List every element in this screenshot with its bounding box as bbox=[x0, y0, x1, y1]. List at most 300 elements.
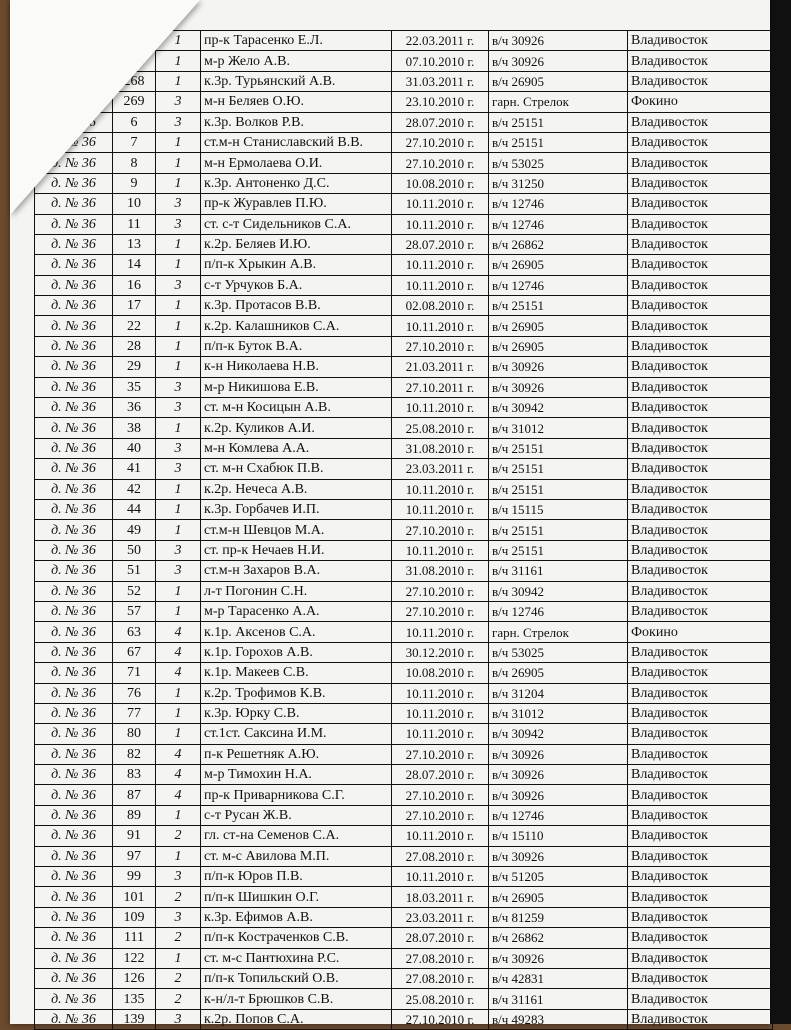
cell-number: 122 bbox=[113, 948, 156, 968]
cell-unit: в/ч 30942 bbox=[489, 398, 628, 418]
cell-category: 1 bbox=[156, 234, 201, 254]
cell-date: 10.11.2010 г. bbox=[392, 316, 489, 336]
cell-city: Владивосток bbox=[628, 173, 773, 193]
cell-date: 31.03.2011 г. bbox=[392, 71, 489, 91]
cell-unit: в/ч 26905 bbox=[489, 336, 628, 356]
cell-document-ref: д. № 36 bbox=[35, 765, 113, 785]
cell-date: 10.11.2010 г. bbox=[392, 479, 489, 499]
cell-number: 51 bbox=[113, 561, 156, 581]
cell-unit: в/ч 12746 bbox=[489, 805, 628, 825]
cell-city: Владивосток bbox=[628, 601, 773, 621]
cell-city: Владивосток bbox=[628, 785, 773, 805]
cell-rank-name: п/п-к Топильский О.В. bbox=[201, 968, 392, 988]
cell-category: 1 bbox=[156, 581, 201, 601]
cell-city: Владивосток bbox=[628, 479, 773, 499]
cell-document-ref: д. № 36 bbox=[35, 581, 113, 601]
cell-unit: в/ч 25151 bbox=[489, 540, 628, 560]
table-row bbox=[35, 744, 773, 764]
table-row bbox=[35, 907, 773, 927]
cell-category: 3 bbox=[156, 907, 201, 927]
cell-date: 21.03.2011 г. bbox=[392, 357, 489, 377]
cell-rank-name: к.3р. Антоненко Д.С. bbox=[201, 173, 392, 193]
cell-document-ref: д. № 36 bbox=[35, 377, 113, 397]
cell-category: 3 bbox=[156, 438, 201, 458]
cell-city: Владивосток bbox=[628, 663, 773, 683]
cell-date: 10.11.2010 г. bbox=[392, 867, 489, 887]
cell-number: 10 bbox=[113, 194, 156, 214]
table-row bbox=[35, 642, 773, 662]
cell-unit: в/ч 25151 bbox=[489, 459, 628, 479]
cell-rank-name: п/п-к Шишкин О.Г. bbox=[201, 887, 392, 907]
cell-number: 42 bbox=[113, 479, 156, 499]
cell-document-ref: д. № 36 bbox=[35, 846, 113, 866]
cell-number: 6 bbox=[113, 112, 156, 132]
cell-date: 10.08.2010 г. bbox=[392, 663, 489, 683]
cell-unit: в/ч 26905 bbox=[489, 663, 628, 683]
cell-city: Владивосток bbox=[628, 51, 773, 71]
table-row bbox=[35, 846, 773, 866]
cell-category: 1 bbox=[156, 357, 201, 377]
cell-unit: в/ч 25151 bbox=[489, 296, 628, 316]
table-row bbox=[35, 336, 773, 356]
cell-category: 1 bbox=[156, 601, 201, 621]
cell-unit: в/ч 26905 bbox=[489, 887, 628, 907]
cell-document-ref: д. № 36 bbox=[35, 153, 113, 173]
cell-number: 111 bbox=[113, 928, 156, 948]
cell-category: 1 bbox=[156, 948, 201, 968]
cell-date: 22.03.2011 г. bbox=[392, 31, 489, 51]
cell-unit: в/ч 25151 bbox=[489, 479, 628, 499]
table-row bbox=[35, 1009, 773, 1029]
table-row bbox=[35, 459, 773, 479]
cell-category: 1 bbox=[156, 51, 201, 71]
cell-category: 1 bbox=[156, 499, 201, 519]
cell-number: 11 bbox=[113, 214, 156, 234]
cell-unit: в/ч 30926 bbox=[489, 377, 628, 397]
cell-date: 27.10.2010 г. bbox=[392, 601, 489, 621]
table-row bbox=[35, 296, 773, 316]
cell-document-ref: д. № 36 bbox=[35, 928, 113, 948]
cell-document-ref: д. № 36 bbox=[35, 989, 113, 1009]
cell-document-ref: д. № 36 bbox=[35, 1009, 113, 1029]
cell-date: 10.11.2010 г. bbox=[392, 540, 489, 560]
table-row bbox=[35, 581, 773, 601]
table-row bbox=[35, 275, 773, 295]
cell-rank-name: гл. ст-на Семенов С.А. bbox=[201, 826, 392, 846]
cell-city: Владивосток bbox=[628, 398, 773, 418]
table-row bbox=[35, 765, 773, 785]
table-row bbox=[35, 540, 773, 560]
cell-rank-name: л-т Погонин С.Н. bbox=[201, 581, 392, 601]
table-row bbox=[35, 968, 773, 988]
cell-document-ref: д. № 36 bbox=[35, 479, 113, 499]
cell-city: Владивосток bbox=[628, 499, 773, 519]
cell-city: Владивосток bbox=[628, 71, 773, 91]
cell-city: Владивосток bbox=[628, 928, 773, 948]
paper-sheet bbox=[10, 0, 770, 1027]
cell-category: 1 bbox=[156, 153, 201, 173]
cell-category: 3 bbox=[156, 398, 201, 418]
cell-document-ref: д. № 36 bbox=[35, 336, 113, 356]
cell-category: 1 bbox=[156, 255, 201, 275]
cell-number: 38 bbox=[113, 418, 156, 438]
cell-date: 23.03.2011 г. bbox=[392, 459, 489, 479]
cell-number: 22 bbox=[113, 316, 156, 336]
cell-unit: в/ч 30926 bbox=[489, 51, 628, 71]
table-row bbox=[35, 316, 773, 336]
cell-date: 23.10.2010 г. bbox=[392, 92, 489, 112]
table-row bbox=[35, 214, 773, 234]
table-row bbox=[35, 826, 773, 846]
cell-number: 82 bbox=[113, 744, 156, 764]
cell-number: 7 bbox=[113, 132, 156, 152]
cell-date: 27.10.2010 г. bbox=[392, 520, 489, 540]
cell-document-ref: д. № 36 bbox=[35, 418, 113, 438]
cell-rank-name: ст. с-т Сидельников С.А. bbox=[201, 214, 392, 234]
cell-document-ref: д. № 36 bbox=[35, 398, 113, 418]
table-row bbox=[35, 989, 773, 1009]
cell-date: 27.10.2011 г. bbox=[392, 377, 489, 397]
cell-category: 1 bbox=[156, 846, 201, 866]
cell-rank-name: с-т Русан Ж.В. bbox=[201, 805, 392, 825]
cell-date: 25.08.2010 г. bbox=[392, 418, 489, 438]
cell-document-ref: д. № 36 bbox=[35, 132, 113, 152]
cell-rank-name: к.3р. Волков Р.В. bbox=[201, 112, 392, 132]
cell-city: Владивосток bbox=[628, 765, 773, 785]
cell-unit: в/ч 15115 bbox=[489, 499, 628, 519]
cell-number: 17 bbox=[113, 296, 156, 316]
cell-city: Владивосток bbox=[628, 357, 773, 377]
cell-number: 50 bbox=[113, 540, 156, 560]
cell-date: 10.11.2010 г. bbox=[392, 398, 489, 418]
cell-date: 31.08.2010 г. bbox=[392, 438, 489, 458]
cell-date: 27.10.2010 г. bbox=[392, 744, 489, 764]
cell-city: Владивосток bbox=[628, 31, 773, 51]
table-row bbox=[35, 724, 773, 744]
cell-city: Владивосток bbox=[628, 520, 773, 540]
cell-rank-name: м-н Беляев О.Ю. bbox=[201, 92, 392, 112]
cell-category: 3 bbox=[156, 1009, 201, 1029]
cell-city: Владивосток bbox=[628, 683, 773, 703]
cell-document-ref: д. № 36 bbox=[35, 805, 113, 825]
cell-document-ref: д. № 36 bbox=[35, 601, 113, 621]
cell-date: 27.10.2010 г. bbox=[392, 785, 489, 805]
cell-category: 3 bbox=[156, 561, 201, 581]
cell-number: 14 bbox=[113, 255, 156, 275]
cell-document-ref: д. № 36 bbox=[35, 234, 113, 254]
cell-unit: в/ч 53025 bbox=[489, 153, 628, 173]
cell-document-ref: д. № 36 bbox=[35, 724, 113, 744]
cell-unit: в/ч 31204 bbox=[489, 683, 628, 703]
cell-rank-name: ст.1ст. Саксина И.М. bbox=[201, 724, 392, 744]
cell-rank-name: п/п-к Хрыкин А.В. bbox=[201, 255, 392, 275]
cell-date: 07.10.2010 г. bbox=[392, 51, 489, 71]
cell-category: 3 bbox=[156, 194, 201, 214]
table-row bbox=[35, 805, 773, 825]
cell-category: 1 bbox=[156, 71, 201, 91]
cell-city: Владивосток bbox=[628, 989, 773, 1009]
cell-number: 97 bbox=[113, 846, 156, 866]
cell-number: 63 bbox=[113, 622, 156, 642]
cell-document-ref: д. № 36 bbox=[35, 642, 113, 662]
cell-document-ref: д. № 36 bbox=[35, 214, 113, 234]
cell-rank-name: к-н Николаева Н.В. bbox=[201, 357, 392, 377]
cell-category: 4 bbox=[156, 765, 201, 785]
cell-date: 18.03.2011 г. bbox=[392, 887, 489, 907]
cell-category: 2 bbox=[156, 989, 201, 1009]
cell-rank-name: к.1р. Аксенов С.А. bbox=[201, 622, 392, 642]
cell-document-ref: д. № 36 bbox=[35, 785, 113, 805]
cell-city: Владивосток bbox=[628, 907, 773, 927]
cell-number: 80 bbox=[113, 724, 156, 744]
cell-number: 9 bbox=[113, 173, 156, 193]
cell-unit: в/ч 30926 bbox=[489, 357, 628, 377]
cell-date: 10.11.2010 г. bbox=[392, 275, 489, 295]
cell-rank-name: ст.м-н Шевцов М.А. bbox=[201, 520, 392, 540]
cell-number: 126 bbox=[113, 968, 156, 988]
cell-date: 30.12.2010 г. bbox=[392, 642, 489, 662]
cell-unit: в/ч 30926 bbox=[489, 846, 628, 866]
cell-number: 89 bbox=[113, 805, 156, 825]
cell-number: 57 bbox=[113, 601, 156, 621]
cell-number: 16 bbox=[113, 275, 156, 295]
cell-rank-name: ст. пр-к Нечаев Н.И. bbox=[201, 540, 392, 560]
cell-unit: в/ч 30926 bbox=[489, 765, 628, 785]
cell-number: 135 bbox=[113, 989, 156, 1009]
cell-date: 31.08.2010 г. bbox=[392, 561, 489, 581]
cell-unit: в/ч 31161 bbox=[489, 561, 628, 581]
cell-category: 3 bbox=[156, 112, 201, 132]
cell-unit: в/ч 30926 bbox=[489, 948, 628, 968]
cell-number: 77 bbox=[113, 703, 156, 723]
cell-date: 27.10.2010 г. bbox=[392, 581, 489, 601]
cell-rank-name: к.1р. Макеев С.В. bbox=[201, 663, 392, 683]
cell-city: Фокино bbox=[628, 92, 773, 112]
cell-category: 3 bbox=[156, 214, 201, 234]
cell-category: 3 bbox=[156, 275, 201, 295]
cell-date: 10.11.2010 г. bbox=[392, 499, 489, 519]
cell-unit: в/ч 12746 bbox=[489, 214, 628, 234]
cell-unit: гарн. Стрелок bbox=[489, 622, 628, 642]
cell-date: 10.11.2010 г. bbox=[392, 214, 489, 234]
table-row bbox=[35, 377, 773, 397]
cell-rank-name: к.2р. Попов С.А. bbox=[201, 1009, 392, 1029]
cell-rank-name: п/п-к Буток В.А. bbox=[201, 336, 392, 356]
cell-city: Владивосток bbox=[628, 642, 773, 662]
cell-category: 1 bbox=[156, 418, 201, 438]
table-row bbox=[35, 703, 773, 723]
cell-unit: в/ч 26905 bbox=[489, 316, 628, 336]
table-row bbox=[35, 499, 773, 519]
cell-document-ref: д. № 36 bbox=[35, 968, 113, 988]
cell-rank-name: м-н Ермолаева О.И. bbox=[201, 153, 392, 173]
cell-number: 35 bbox=[113, 377, 156, 397]
cell-rank-name: к.2р. Трофимов К.В. bbox=[201, 683, 392, 703]
cell-document-ref: д. № 36 bbox=[35, 622, 113, 642]
cell-number: 83 bbox=[113, 765, 156, 785]
cell-date: 27.10.2010 г. bbox=[392, 132, 489, 152]
cell-city: Владивосток bbox=[628, 296, 773, 316]
cell-date: 10.11.2010 г. bbox=[392, 826, 489, 846]
table-row bbox=[35, 418, 773, 438]
cell-unit: в/ч 25151 bbox=[489, 438, 628, 458]
cell-city: Владивосток bbox=[628, 112, 773, 132]
cell-city: Фокино bbox=[628, 622, 773, 642]
cell-number: 87 bbox=[113, 785, 156, 805]
cell-city: Владивосток bbox=[628, 459, 773, 479]
cell-category: 1 bbox=[156, 132, 201, 152]
cell-rank-name: ст. м-с Пантюхина Р.С. bbox=[201, 948, 392, 968]
cell-document-ref: д. № 36 bbox=[35, 683, 113, 703]
cell-city: Владивосток bbox=[628, 540, 773, 560]
cell-city: Владивосток bbox=[628, 846, 773, 866]
cell-rank-name: ст. м-н Косицын А.В. bbox=[201, 398, 392, 418]
cell-rank-name: п/п-к Костраченков С.В. bbox=[201, 928, 392, 948]
cell-category: 1 bbox=[156, 724, 201, 744]
cell-city: Владивосток bbox=[628, 887, 773, 907]
cell-document-ref: д. № 36 bbox=[35, 499, 113, 519]
cell-date: 27.10.2010 г. bbox=[392, 805, 489, 825]
cell-document-ref: д. № 36 bbox=[35, 275, 113, 295]
cell-unit: в/ч 12746 bbox=[489, 194, 628, 214]
cell-unit: в/ч 30926 bbox=[489, 785, 628, 805]
cell-category: 1 bbox=[156, 336, 201, 356]
cell-number: 49 bbox=[113, 520, 156, 540]
cell-category: 4 bbox=[156, 744, 201, 764]
cell-number: 28 bbox=[113, 336, 156, 356]
cell-category: 3 bbox=[156, 92, 201, 112]
cell-date: 10.11.2010 г. bbox=[392, 622, 489, 642]
cell-city: Владивосток bbox=[628, 255, 773, 275]
cell-unit: в/ч 12746 bbox=[489, 601, 628, 621]
cell-rank-name: к.2р. Беляев И.Ю. bbox=[201, 234, 392, 254]
cell-city: Владивосток bbox=[628, 132, 773, 152]
cell-document-ref: д. № 36 bbox=[35, 112, 113, 132]
cell-number: 268 bbox=[113, 71, 156, 91]
table-row bbox=[35, 601, 773, 621]
cell-date: 28.07.2010 г. bbox=[392, 234, 489, 254]
cell-rank-name: м-р Никишова Е.В. bbox=[201, 377, 392, 397]
cell-number: 29 bbox=[113, 357, 156, 377]
table-row bbox=[35, 234, 773, 254]
cell-city: Владивосток bbox=[628, 438, 773, 458]
cell-date: 28.07.2010 г. bbox=[392, 112, 489, 132]
cell-city: Владивосток bbox=[628, 418, 773, 438]
cell-rank-name: с-т Урчуков Б.А. bbox=[201, 275, 392, 295]
cell-rank-name: м-р Тарасенко А.А. bbox=[201, 601, 392, 621]
cell-rank-name: м-р Жело А.В. bbox=[201, 51, 392, 71]
cell-city: Владивосток bbox=[628, 968, 773, 988]
cell-unit: гарн. Стрелок bbox=[489, 92, 628, 112]
cell-category: 2 bbox=[156, 887, 201, 907]
cell-category: 3 bbox=[156, 867, 201, 887]
cell-category: 2 bbox=[156, 826, 201, 846]
table-row bbox=[35, 948, 773, 968]
cell-date: 27.10.2010 г. bbox=[392, 1009, 489, 1029]
table-row bbox=[35, 867, 773, 887]
cell-city: Владивосток bbox=[628, 867, 773, 887]
cell-document-ref: д. № 36 bbox=[35, 948, 113, 968]
cell-number: 52 bbox=[113, 581, 156, 601]
cell-city: Владивосток bbox=[628, 316, 773, 336]
cell-number: 71 bbox=[113, 663, 156, 683]
cell-document-ref: д. № 36 bbox=[35, 357, 113, 377]
cell-unit: в/ч 30942 bbox=[489, 581, 628, 601]
cell-document-ref: д. № 36 bbox=[35, 459, 113, 479]
cell-category: 3 bbox=[156, 540, 201, 560]
cell-number: 99 bbox=[113, 867, 156, 887]
table-row bbox=[35, 520, 773, 540]
cell-unit: в/ч 30926 bbox=[489, 744, 628, 764]
cell-unit: в/ч 30926 bbox=[489, 31, 628, 51]
cell-date: 25.08.2010 г. bbox=[392, 989, 489, 1009]
cell-unit: в/ч 15110 bbox=[489, 826, 628, 846]
cell-unit: в/ч 25151 bbox=[489, 112, 628, 132]
cell-category: 1 bbox=[156, 520, 201, 540]
cell-unit: в/ч 53025 bbox=[489, 642, 628, 662]
cell-rank-name: пр-к Тарасенко Е.Л. bbox=[201, 31, 392, 51]
cell-number: 13 bbox=[113, 234, 156, 254]
table-row bbox=[35, 561, 773, 581]
cell-city: Владивосток bbox=[628, 703, 773, 723]
cell-category: 1 bbox=[156, 31, 201, 51]
cell-city: Владивосток bbox=[628, 805, 773, 825]
cell-unit: в/ч 49283 bbox=[489, 1009, 628, 1029]
table-row bbox=[35, 479, 773, 499]
cell-category: 1 bbox=[156, 703, 201, 723]
cell-date: 23.03.2011 г. bbox=[392, 907, 489, 927]
cell-category: 1 bbox=[156, 479, 201, 499]
cell-city: Владивосток bbox=[628, 724, 773, 744]
cell-category: 2 bbox=[156, 968, 201, 988]
cell-unit: в/ч 26862 bbox=[489, 234, 628, 254]
cell-number: 266 bbox=[113, 51, 156, 71]
cell-document-ref: д. № 36 bbox=[35, 867, 113, 887]
cell-city: Владивосток bbox=[628, 744, 773, 764]
table-row bbox=[35, 683, 773, 703]
cell-document-ref: д. № 36 bbox=[35, 296, 113, 316]
cell-category: 4 bbox=[156, 642, 201, 662]
cell-unit: в/ч 42831 bbox=[489, 968, 628, 988]
cell-date: 28.07.2010 г. bbox=[392, 928, 489, 948]
cell-rank-name: к.2р. Калашников С.А. bbox=[201, 316, 392, 336]
cell-rank-name: ст. м-н Схабюк П.В. bbox=[201, 459, 392, 479]
cell-document-ref: д. № 36 bbox=[35, 561, 113, 581]
cell-city: Владивосток bbox=[628, 561, 773, 581]
cell-rank-name: м-р Тимохин Н.А. bbox=[201, 765, 392, 785]
cell-category: 2 bbox=[156, 928, 201, 948]
cell-category: 1 bbox=[156, 316, 201, 336]
cell-number: 101 bbox=[113, 887, 156, 907]
cell-document-ref: д. № 36 bbox=[35, 194, 113, 214]
cell-unit: в/ч 51205 bbox=[489, 867, 628, 887]
cell-document-ref: д. № 36 bbox=[35, 438, 113, 458]
table-row bbox=[35, 928, 773, 948]
cell-rank-name: к.1р. Горохов А.В. bbox=[201, 642, 392, 662]
cell-number: 36 bbox=[113, 398, 156, 418]
cell-date: 27.08.2010 г. bbox=[392, 968, 489, 988]
cell-city: Владивосток bbox=[628, 336, 773, 356]
cell-rank-name: к.3р. Юрку С.В. bbox=[201, 703, 392, 723]
cell-rank-name: ст.м-н Станиславский В.В. bbox=[201, 132, 392, 152]
cell-category: 3 bbox=[156, 377, 201, 397]
cell-unit: в/ч 31250 bbox=[489, 173, 628, 193]
cell-unit: в/ч 12746 bbox=[489, 275, 628, 295]
folded-page-corner bbox=[10, 0, 200, 215]
cell-date: 27.08.2010 г. bbox=[392, 948, 489, 968]
cell-number: 44 bbox=[113, 499, 156, 519]
cell-city: Владивосток bbox=[628, 1009, 773, 1029]
